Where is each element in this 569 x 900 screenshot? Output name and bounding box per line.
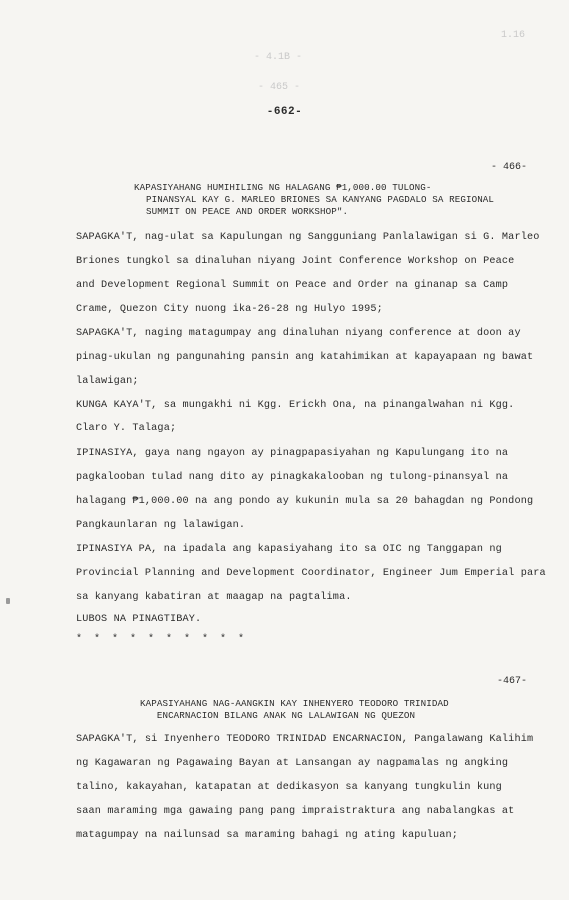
bleed-through-text: - 465 - xyxy=(258,82,301,93)
body-line: IPINASIYA PA, na ipadala ang kapasiyahang ito sa OIC ng Tanggapan ng xyxy=(76,544,502,555)
body-line: matagumpay na nailunsad sa maraming bahagi ng ating kapuluan; xyxy=(76,830,459,841)
body-line: SAPAGKA'T, nag-ulat sa Kapulungan ng Sangguniang Panlalawigan si G. Marleo xyxy=(76,232,540,243)
body-line: Provincial Planning and Development Coordinator, Engineer Jum Emperial para xyxy=(76,568,546,579)
body-line: IPINASIYA, gaya nang ngayon ay pinagpapasiyahan ng Kapulungang ito na xyxy=(76,448,509,459)
resolution-title xyxy=(140,698,550,722)
resolution-number: -467- xyxy=(496,676,527,687)
body-line: lalawigan; xyxy=(76,376,139,387)
body-line: saan maraming mga gawaing pang pang impraistraktura ang nabalangkas at xyxy=(76,806,515,817)
margin-mark xyxy=(6,598,10,604)
body-line: Claro Y. Talaga; xyxy=(76,423,177,434)
title-line: SUMMIT ON PEACE AND ORDER WORKSHOP". xyxy=(146,206,349,217)
body-line: halagang ₱1,000.00 na ang pondo ay kukunin mula sa 20 bahagdan ng Pondong xyxy=(76,496,534,507)
body-line: LUBOS NA PINAGTIBAY. xyxy=(76,614,202,625)
body-line: pinag-ukulan ng pangunahing pansin ang katahimikan at kapayapaan ng bawat xyxy=(76,352,534,363)
body-line: SAPAGKA'T, si Inyenhero TEODORO TRINIDAD ENCARNACION, Pangalawang Kalihim xyxy=(76,734,534,745)
bleed-through-text: 1.16 xyxy=(500,30,525,41)
body-line: KUNGA KAYA'T, sa mungakhi ni Kgg. Erickh Ona, na pinangalwahan ni Kgg. xyxy=(76,400,515,411)
body-line: sa kanyang kabatiran at maagap na pagtalima. xyxy=(76,592,352,603)
body-line: SAPAGKA'T, naging matagumpay ang dinaluhan niyang conference at doon ay xyxy=(76,328,521,339)
resolution-title xyxy=(134,182,544,218)
body-line: Crame, Quezon City nuong ika-26-28 ng Hulyo 1995; xyxy=(76,304,383,315)
body-line: and Development Regional Summit on Peace and Order na ginanap sa Camp xyxy=(76,280,509,291)
title-line: PINANSYAL KAY G. MARLEO BRIONES SA KANYANG PAGDALO SA REGIONAL xyxy=(146,194,495,205)
bleed-through-text: - 4.1B - xyxy=(254,52,303,63)
page-number: -662- xyxy=(266,106,303,118)
separator-stars: * * * * * * * * * * xyxy=(76,634,248,645)
title-line: ENCARNACION BILANG ANAK NG LALAWIGAN NG QUEZON xyxy=(140,710,416,721)
body-line: Pangkaunlaran ng lalawigan. xyxy=(76,520,246,531)
body-line: pagkalooban tulad nang dito ay pinagkakalooban ng tulong-pinansyal na xyxy=(76,472,509,483)
title-line: KAPASIYAHANG NAG-AANGKIN KAY INHENYERO TEODORO TRINIDAD xyxy=(140,698,449,709)
body-line: talino, kakayahan, katapatan at dedikasyon sa kanyang tungkulin kung xyxy=(76,782,502,793)
title-line: KAPASIYAHANG HUMIHILING NG HALAGANG ₱1,000.00 TULONG- xyxy=(134,182,432,193)
body-line: Briones tungkol sa dinaluhan niyang Joint Conference Workshop on Peace xyxy=(76,256,515,267)
resolution-number: - 466- xyxy=(490,162,527,173)
body-line: ng Kagawaran ng Pagawaing Bayan at Lansangan ay nagpamalas ng angking xyxy=(76,758,509,769)
